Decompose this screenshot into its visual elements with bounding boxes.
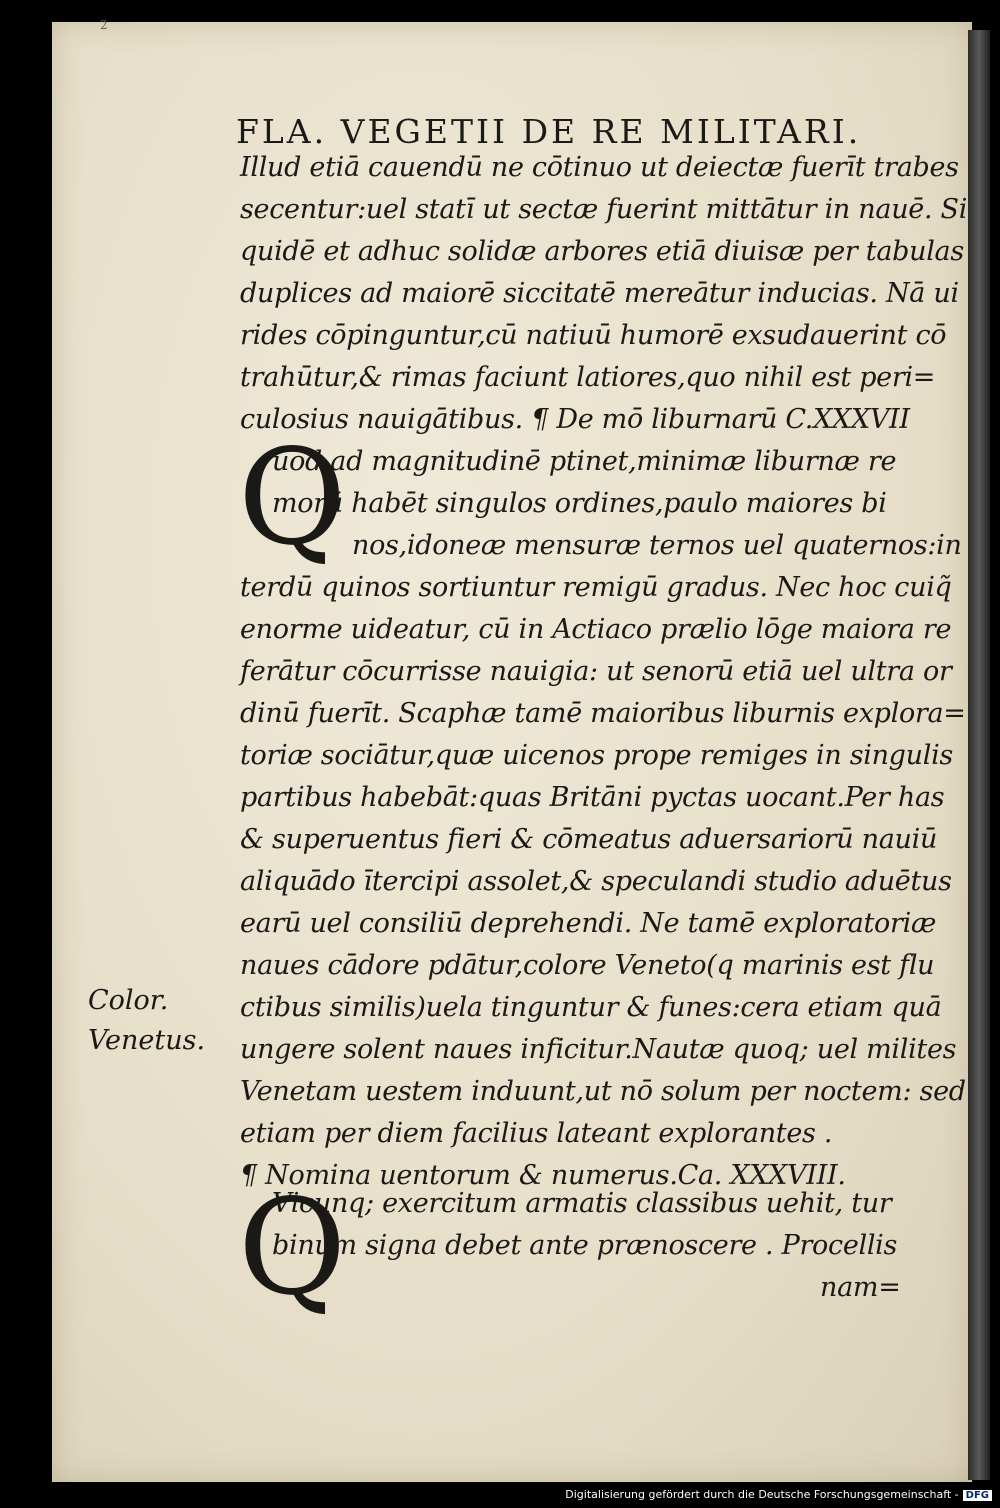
text-line: enorme uideatur, cū in Actiaco prælio lōge maiora re xyxy=(240,614,952,645)
digitization-credit xyxy=(565,1488,992,1501)
text-line: rides cōpinguntur,cū natiuū humorē exsudauerint cō xyxy=(240,320,947,351)
text-line: ctibus similis)uela tinguntur & funes:cera etiam quā xyxy=(240,992,942,1023)
text-line: morū habēt singulos ordines,paulo maiores bi xyxy=(272,488,887,519)
credit-text: Digitalisierung gefördert durch die Deutsche Forschungsgemeinschaft - xyxy=(565,1488,959,1501)
dfg-logo: DFG xyxy=(963,1490,992,1501)
text-line: etiam per diem facilius lateant explorantes . xyxy=(240,1118,833,1149)
text-line: quidē et adhuc solidæ arbores etiā diuisæ per tabulas xyxy=(240,236,964,267)
text-line: Venetam uestem induunt,ut nō solum per noctem: sed xyxy=(240,1076,966,1107)
text-line: Vicunq; exercitum armatis classibus uehit, tur xyxy=(272,1188,892,1219)
book-edge xyxy=(968,30,990,1480)
chapter-heading: culosius nauigātibus. ¶ De mō liburnarū C.XXXVII xyxy=(240,404,910,435)
margin-note: Color. xyxy=(88,985,169,1016)
text-line: & superuentus fieri & cōmeatus aduersariorū nauiū xyxy=(240,824,938,855)
running-head: FLA. VEGETII DE RE MILITARI. xyxy=(236,112,862,151)
page-mark: 2 xyxy=(100,18,108,32)
text-line: aliquādo ītercipi assolet,& speculandi studio aduētus xyxy=(240,866,952,897)
catchword: nam= xyxy=(820,1272,901,1303)
text-line: earū uel consiliū deprehendi. Ne tamē exploratoriæ xyxy=(240,908,937,939)
text-line: partibus habebāt:quas Britāni pyctas uocant.Per has xyxy=(240,782,945,813)
text-line: toriæ sociātur,quæ uicenos prope remiges in singulis xyxy=(240,740,953,771)
text-line: uod ad magnitudinē ptinet,minimæ liburnæ re xyxy=(272,446,897,477)
text-line: nos,idoneæ mensuræ ternos uel quaternos:in xyxy=(352,530,962,561)
text-line: ungere solent naues inficitur.Nautæ quoq; uel milites xyxy=(240,1034,957,1065)
drop-cap: Q xyxy=(238,1171,347,1325)
text-line: binum signa debet ante prænoscere . Procellis xyxy=(272,1230,898,1261)
text-line: duplices ad maiorē siccitatē mereātur inducias. Nā ui xyxy=(240,278,959,309)
chapter-heading: ¶ Nomina uentorum & numerus.Ca. XXXVIII. xyxy=(240,1160,846,1191)
drop-cap: Q xyxy=(238,421,347,575)
text-line: terdū quinos sortiuntur remigū gradus. Nec hoc cuiq̃ xyxy=(240,572,952,603)
text-line: Illud etiā cauendū ne cōtinuo ut deiectæ fuerīt trabes xyxy=(240,152,959,183)
text-line: secentur:uel statī ut sectæ fuerint mittātur in nauē. Si xyxy=(240,194,968,225)
text-line: dinū fuerīt. Scaphæ tamē maioribus liburnis explora= xyxy=(240,698,966,729)
margin-note: Venetus. xyxy=(88,1025,206,1056)
text-line: ferātur cōcurrisse nauigia: ut senorū etiā uel ultra or xyxy=(240,656,952,687)
text-line: naues cādore pdātur,colore Veneto(q marinis est flu xyxy=(240,950,935,981)
text-line: trahūtur,& rimas faciunt latiores,quo nihil est peri= xyxy=(240,362,936,393)
